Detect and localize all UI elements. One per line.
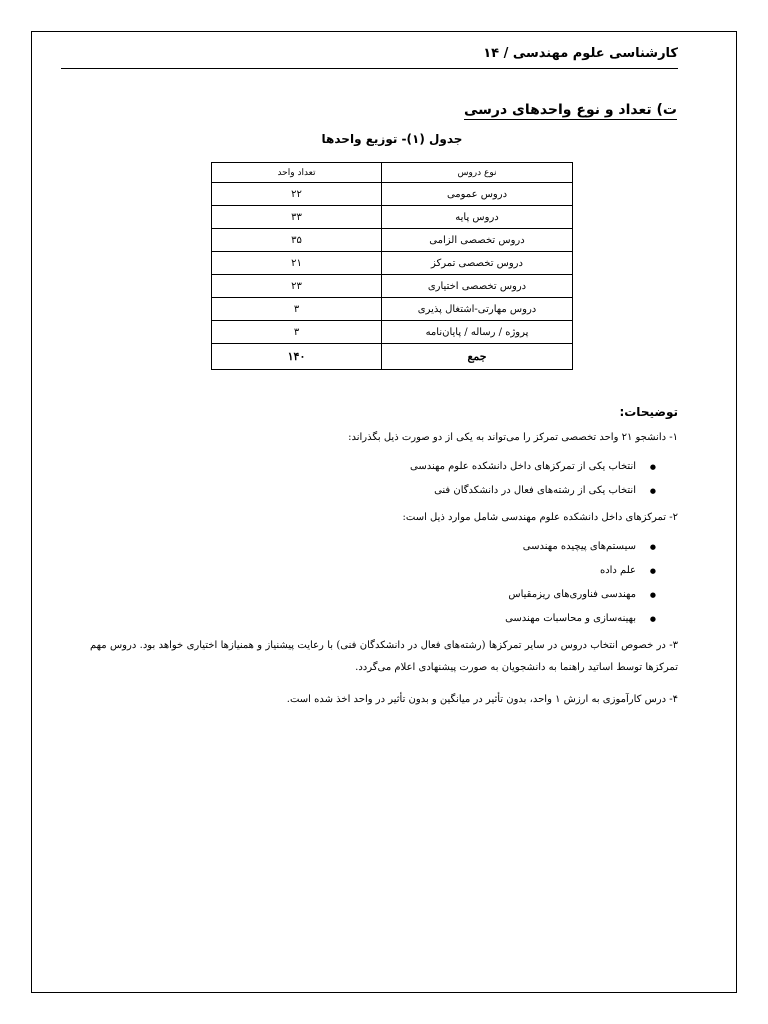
header-course-type: نوع دروس (382, 163, 573, 183)
notes-title: توضیحات: (619, 405, 678, 419)
table-total-row (212, 344, 573, 370)
cell-course-type: پروژه / رساله / پایان‌نامه (382, 321, 573, 344)
note-1-list (90, 459, 678, 499)
units-table (211, 162, 573, 370)
table-header-row (212, 163, 573, 183)
cell-unit-count: ۲۲ (212, 183, 382, 206)
notes-section (90, 405, 678, 721)
cell-course-type: دروس پایه (382, 206, 573, 229)
cell-course-type: دروس تخصصی اختیاری (382, 275, 573, 298)
cell-course-type: دروس تخصصی الزامی (382, 229, 573, 252)
table-row (212, 275, 573, 298)
note-3: ۳- در خصوص انتخاب دروس در سایر تمرکزها (رشته‌های فعال در دانشکدگان فنی) با رعایت پیشنیاز و همنیازها اختیاری خواهد بود. دروس مهم تمرکزها توسط اساتید راهنما به دانشجویان به صورت پیشنهادی اعلام می‌گردد. (90, 640, 678, 673)
note-2-list (90, 539, 678, 627)
header-title: کارشناسی علوم مهندسی / ۱۴ (483, 46, 678, 61)
list-item: ● انتخاب یکی از تمرکزهای داخل دانشکده علوم مهندسی (90, 459, 656, 475)
list-item: ● بهینه‌سازی و محاسبات مهندسی (90, 611, 656, 627)
cell-course-type: دروس مهارتی-اشتغال پذیری (382, 298, 573, 321)
header-unit-count: تعداد واحد (212, 163, 382, 183)
total-units: ۱۴۰ (212, 344, 382, 370)
page-header (61, 46, 678, 69)
note-4: ۴- درس کارآموزی به ارزش ۱ واحد، بدون تأثیر در میانگین و بدون تأثیر در واحد اخذ شده است. (286, 694, 678, 705)
cell-unit-count: ۳۵ (212, 229, 382, 252)
cell-unit-count: ۳ (212, 321, 382, 344)
cell-unit-count: ۲۳ (212, 275, 382, 298)
total-label: جمع (382, 344, 573, 370)
table-row (212, 298, 573, 321)
section-title: ت) تعداد و نوع واحدهای درسی (463, 102, 677, 118)
cell-course-type: دروس تخصصی تمرکز (382, 252, 573, 275)
table-row (212, 206, 573, 229)
list-item: ● سیستم‌های پیچیده مهندسی (90, 539, 656, 555)
cell-unit-count: ۳۳ (212, 206, 382, 229)
table-caption: جدول (۱)- توزیع واحدها (321, 132, 463, 146)
list-item: ● مهندسی فناوری‌های ریزمقیاس (90, 587, 656, 603)
note-1: ۱- دانشجو ۲۱ واحد تخصصی تمرکز را می‌تواند به یکی از دو صورت ذیل بگذراند: (348, 432, 678, 443)
table-row (212, 321, 573, 344)
cell-course-type: دروس عمومی (382, 183, 573, 206)
list-item: ● انتخاب یکی از رشته‌های فعال در دانشکدگان فنی (90, 483, 656, 499)
table-row (212, 229, 573, 252)
list-item: ● علم داده (90, 563, 656, 579)
table-row (212, 252, 573, 275)
table-row (212, 183, 573, 206)
cell-unit-count: ۲۱ (212, 252, 382, 275)
cell-unit-count: ۳ (212, 298, 382, 321)
note-2: ۲- تمرکزهای داخل دانشکده علوم مهندسی شامل موارد ذیل است: (402, 512, 678, 523)
